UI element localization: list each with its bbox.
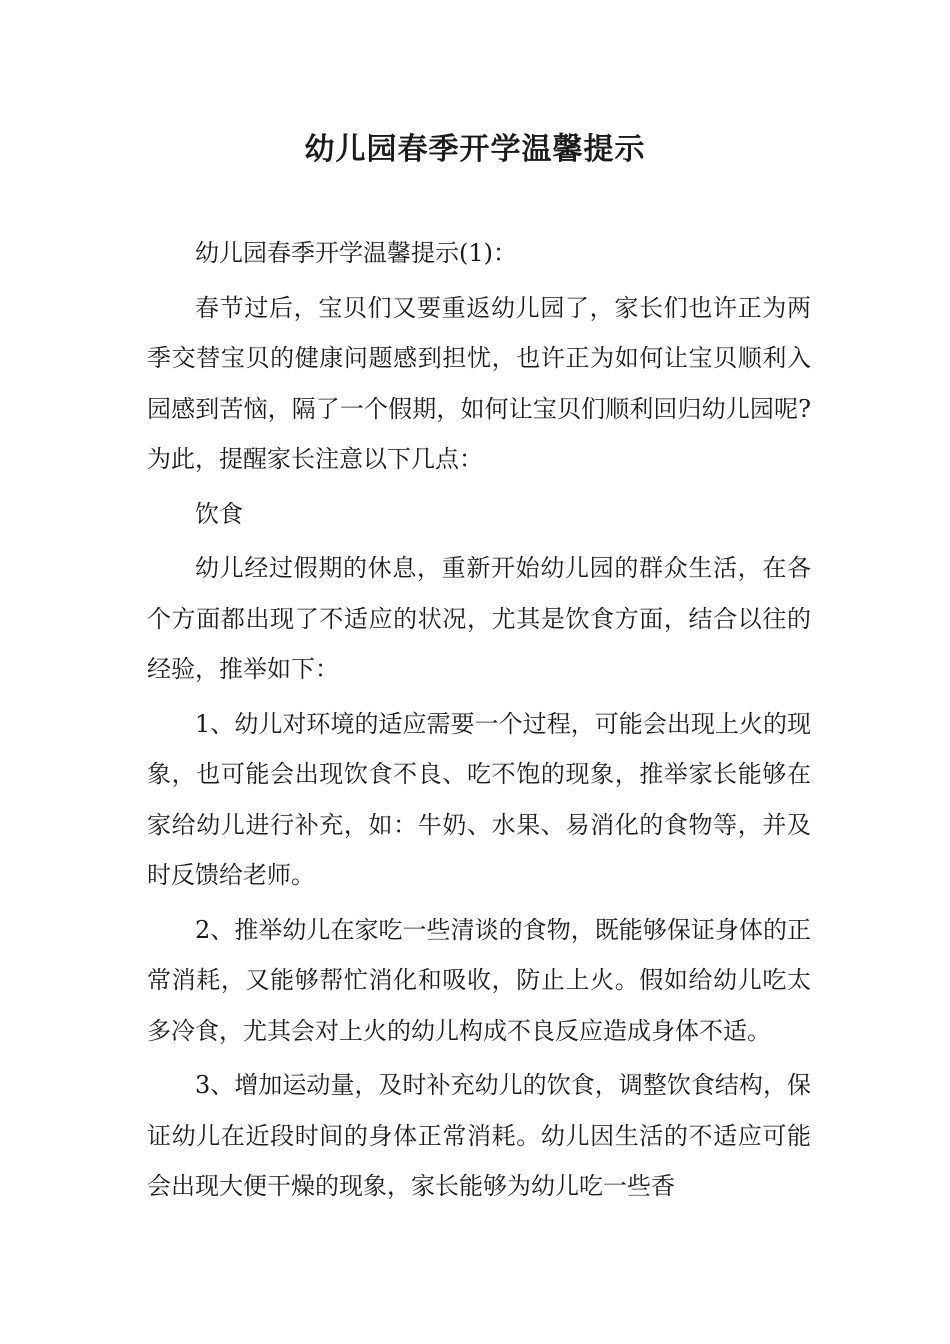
paragraph-item-1: 1、幼儿对环境的适应需要一个过程，可能会出现上火的现象，也可能会出现饮食不良、吃不饱的现象，推举家长能够在家给幼儿进行补充，如：牛奶、水果、易消化的食物等，并及时反馈给老师。 [147, 709, 811, 889]
document-body [147, 228, 811, 1216]
paragraph-diet-overview: 幼儿经过假期的休息，重新开始幼儿园的群众生活，在各个方面都出现了不适应的状况，尤其是饮食方面，结合以往的经验，推举如下： [147, 554, 811, 683]
paragraph-intro-heading: 幼儿园春季开学温馨提示(1)： [195, 239, 517, 267]
document-title: 幼儿园春季开学温馨提示 [304, 132, 646, 167]
paragraph-item-2: 2、推举幼儿在家吃一些清谈的食物，既能够保证身体的正常消耗，又能够帮忙消化和吸收，防止上火。假如给幼儿吃太多冷食，尤其会对上火的幼儿构成不良反应造成身体不适。 [147, 915, 811, 1045]
paragraph-intro: 春节过后，宝贝们又要重返幼儿园了，家长们也许正为两季交替宝贝的健康问题感到担忧，也许正为如何让宝贝顺利入园感到苦恼，隔了一个假期，如何让宝贝们顺利回归幼儿园呢?为此，提醒家长注意以下几点： [147, 293, 811, 473]
paragraph-item-3: 3、增加运动量，及时补充幼儿的饮食，调整饮食结构，保证幼儿在近段时间的身体正常消耗。幼儿因生活的不适应可能会出现大便干燥的现象，家长能够为幼儿吃一些香 [147, 1071, 811, 1200]
section-heading-diet: 饮食 [195, 499, 243, 528]
